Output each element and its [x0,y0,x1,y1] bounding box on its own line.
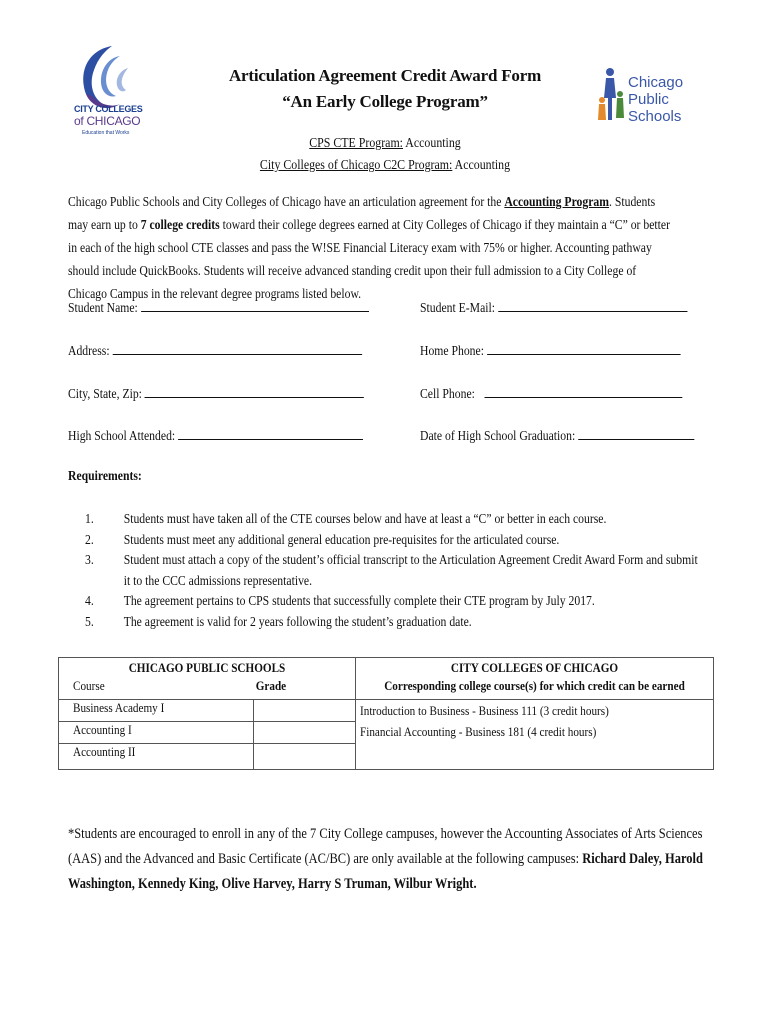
address-label: Address: [68,343,110,358]
home-phone-label: Home Phone: [420,343,484,358]
ccc-heading: CITY COLLEGES OF CHICAGO [450,660,619,675]
cps-logo-line2: Public [628,91,669,108]
college-course: Financial Accounting - Business 181 (4 credit hours) [360,724,597,739]
cell-phone-field[interactable] [420,386,683,402]
cps-program-line [46,135,724,151]
high-school-label: High School Attended: [68,428,176,443]
student-name-field[interactable] [68,300,369,316]
graduation-date-field[interactable] [420,428,694,444]
course-cell [59,722,254,744]
cps-heading: CHICAGO PUBLIC SCHOOLS [128,660,286,675]
grade-cell-2[interactable] [254,722,356,744]
student-email-field[interactable] [420,300,687,316]
cps-logo-line3: Schools [628,108,682,125]
course-name: Business Academy I [73,700,165,715]
cps-program-label: CPS CTE Program: [309,135,403,150]
intro-text-3: toward their college degrees earned at City Colleges of Chicago if they maintain a “C” or better in each of the high school CTE classes and pass the W!SE Financial Literacy exam with 75% or higher. Accounting pathway should include QuickBooks. Students will receive advanced standing credit upon their full admission to a City College of Chicago Campus in the relevant degree programs listed below. [68,217,670,301]
list-item: 3. Student must attach a copy of the student’s official transcript to the Articulation Agreement Credit Award Form and submit it to the CCC admissions representative. [85,552,698,588]
intro-text-1: Chicago Public Schools and City Colleges of Chicago have an articulation agreement for the [68,194,505,209]
ccc-heading-cell [356,658,714,678]
college-header: Corresponding college course(s) for which credit can be earned [384,677,685,693]
city-state-zip-field[interactable] [68,386,364,402]
list-item: 5. The agreement is valid for 2 years following the student’s graduation date. [85,613,472,629]
course-name: Accounting II [73,744,136,759]
ccc-logo-tagline: Education that Works [82,130,130,136]
grade-header: Grade [255,677,286,693]
college-header-cell [356,678,714,700]
requirements-list [85,509,704,632]
ccc-program-value: Accounting [454,157,511,172]
college-course: Introduction to Business - Business 111 (3 credit hours) [360,703,609,718]
ccc-logo-line1: CITY COLLEGES [74,104,143,114]
ccc-program-label: City Colleges of Chicago C2C Program: [259,157,453,172]
grade-cell-3[interactable] [254,744,356,770]
high-school-field[interactable] [68,428,363,444]
cps-program-value: Accounting [405,135,461,150]
student-name-label: Student Name: [68,300,138,315]
form-title: Articulation Agreement Credit Award Form [228,66,542,85]
intro-paragraph [68,190,670,305]
campus-list: Richard Daley, Harold Washington, Kennedy King, Olive Harvey, Harry S Truman, Wilbur Wright. [68,851,703,892]
college-courses-cell [356,700,714,770]
graduation-date-label: Date of High School Graduation: [420,428,576,443]
grade-header-cell [254,678,356,700]
course-cell [59,744,254,770]
course-header: Course [73,677,105,693]
intro-credits: 7 college credits [140,217,220,232]
course-header-cell [59,678,254,700]
address-field[interactable] [68,343,362,359]
list-item: 2. Students must meet any additional general education pre-requisites for the articulated course. [85,531,560,547]
campus-note-text: *Students are encouraged to enroll in any of the 7 City College campuses, however the Accounting Associates of Arts Sciences (AAS) and the Advanced and Basic Certificate (AC/BC) are only available at the following campuses: [68,826,703,867]
list-item: 4. The agreement pertains to CPS students that successfully complete their CTE program by July 2017. [85,593,595,608]
campus-note [68,822,704,897]
city-state-zip-label: City, State, Zip: [68,386,142,401]
list-item: 1. Students must have taken all of the CTE courses below and have at least a “C” or better in each course. [85,511,607,526]
requirements-heading: Requirements: [68,468,142,483]
ccc-logo-line2: of CHICAGO [74,114,141,128]
course-cell [59,700,254,722]
student-email-label: Student E-Mail: [420,300,496,315]
home-phone-field[interactable] [420,343,680,359]
grade-cell-1[interactable] [254,700,356,722]
course-name: Accounting I [73,722,132,737]
cps-heading-cell [59,658,356,678]
intro-program: Accounting Program [504,194,610,209]
course-table [58,657,714,770]
cell-phone-label: Cell Phone: [420,386,475,401]
cps-logo-line1: Chicago [628,74,684,91]
form-subtitle: “An Early College Program” [282,92,488,111]
intro-text-2: . Students may earn up to [68,194,656,232]
ccc-program-line [46,157,724,173]
